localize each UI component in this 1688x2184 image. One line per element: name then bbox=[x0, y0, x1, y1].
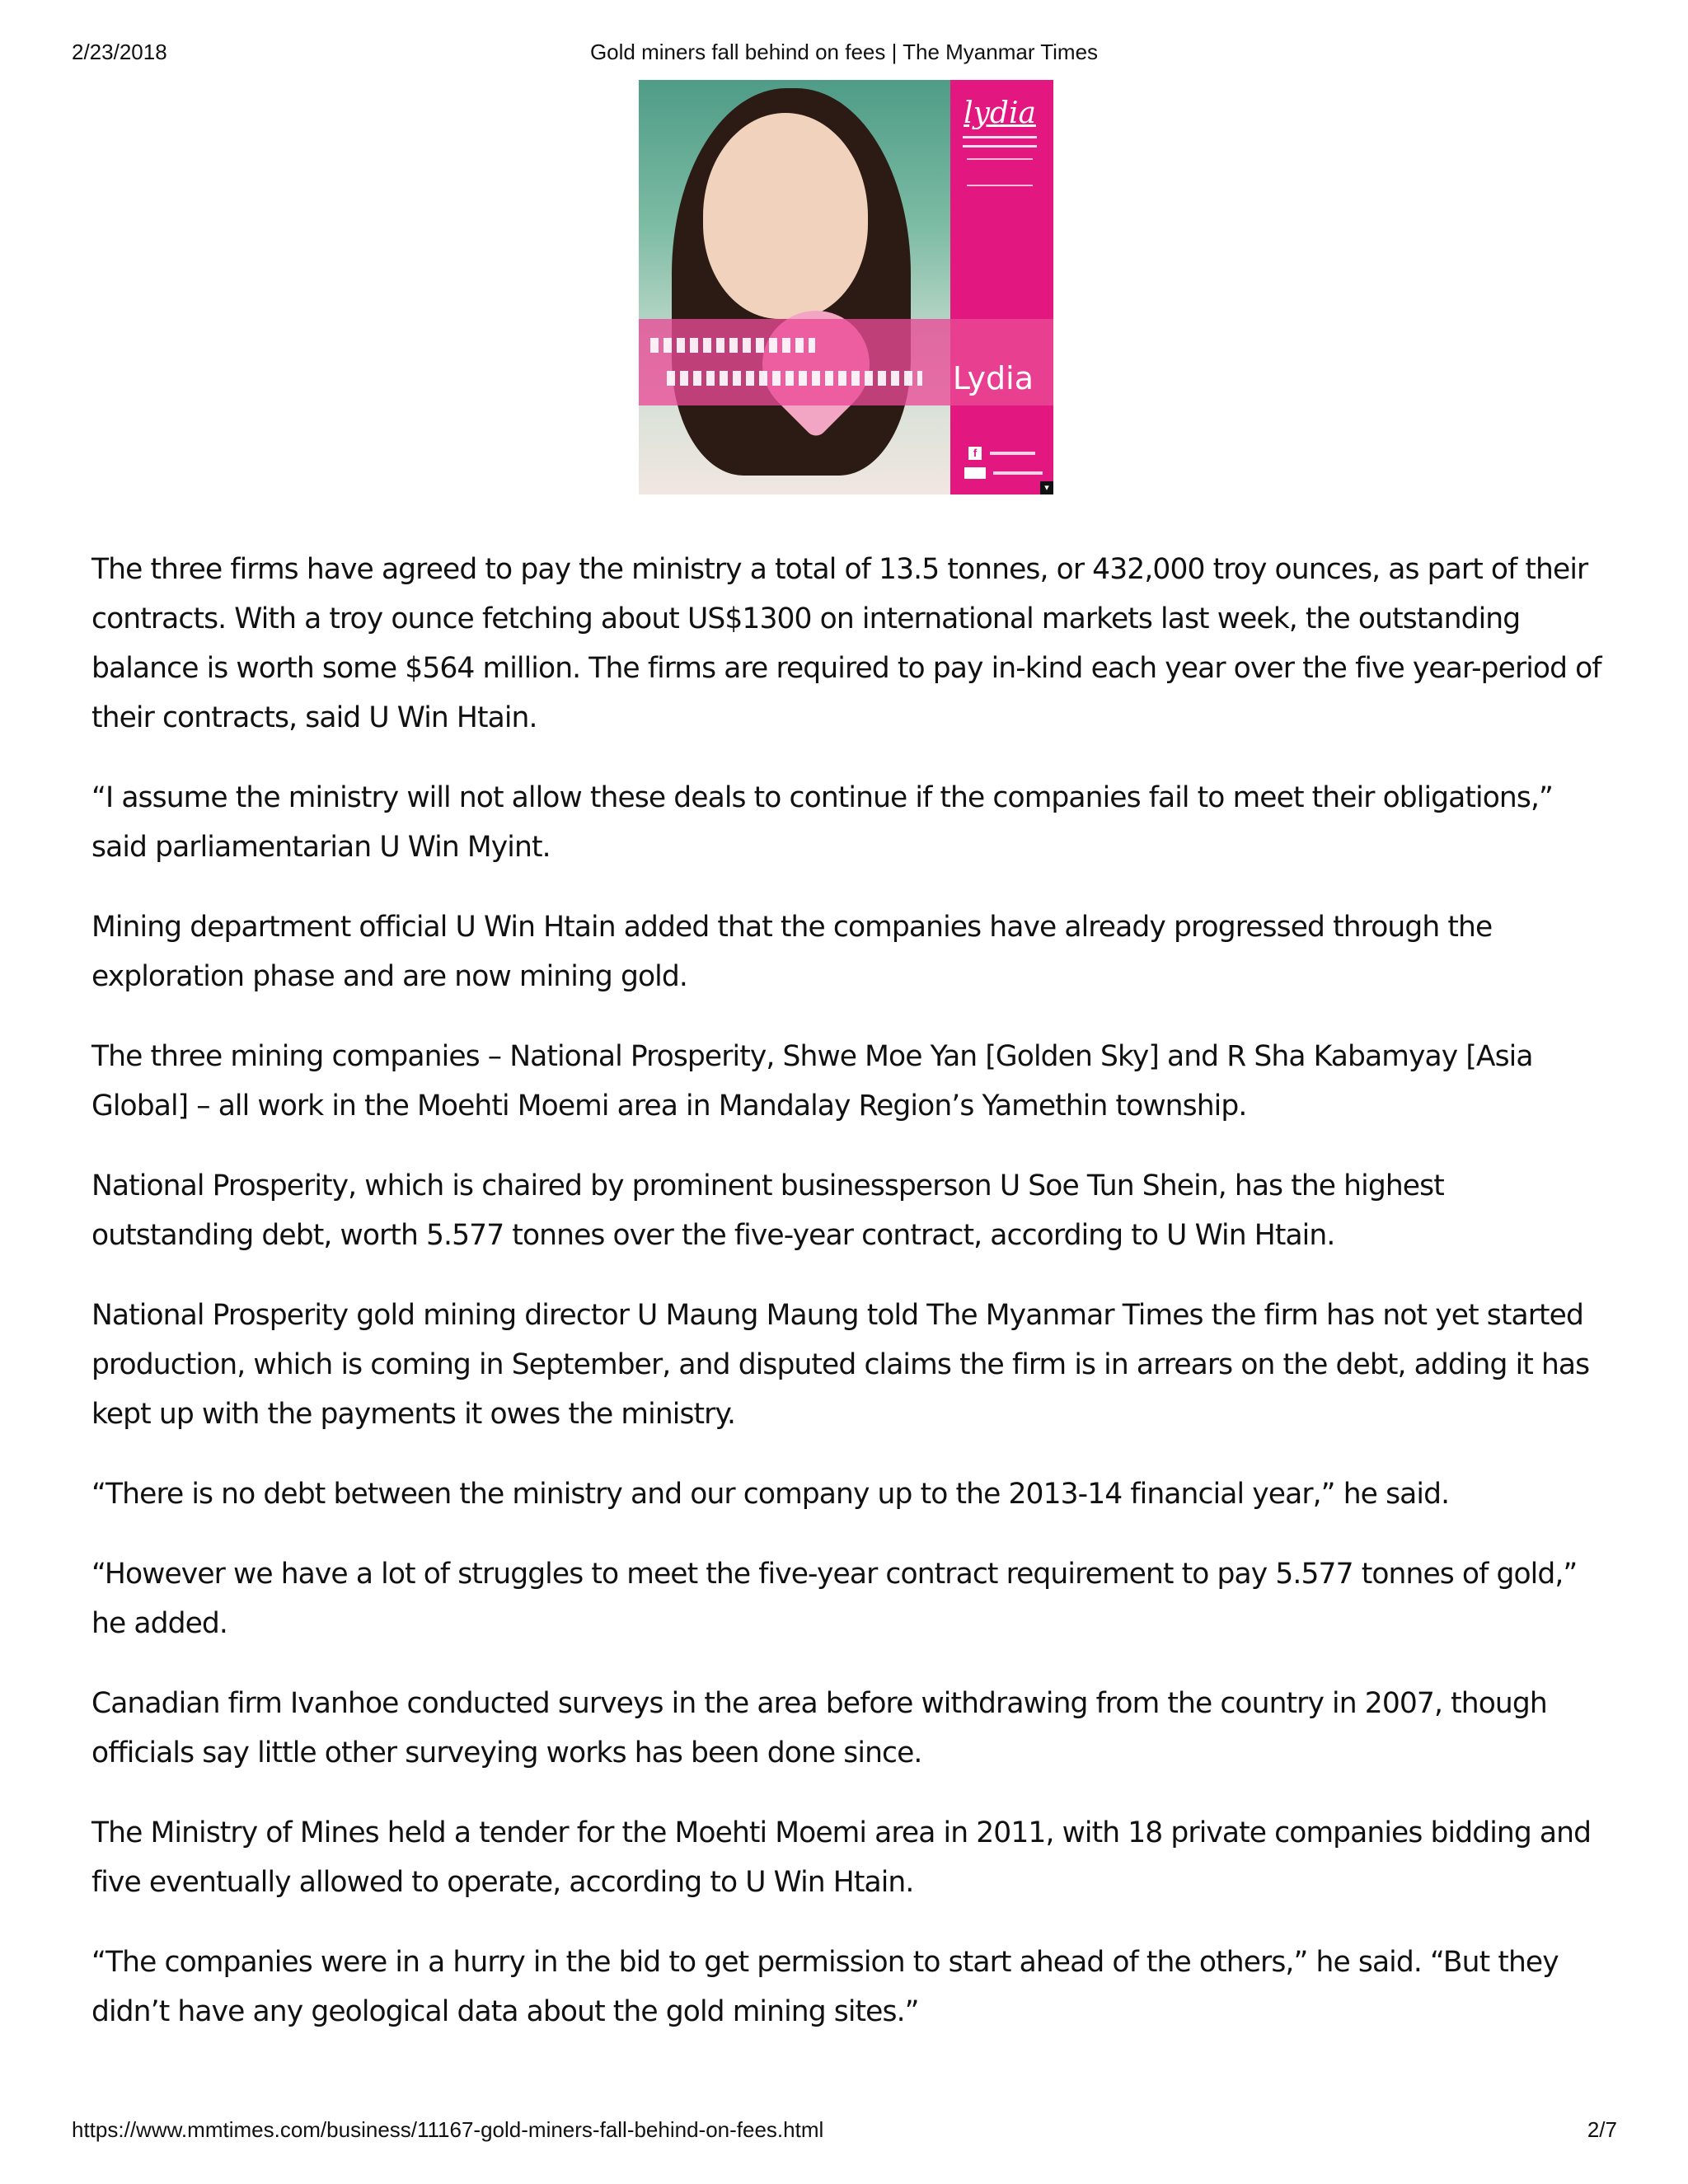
paragraph: The three mining companies – National Prosperity, Shwe Moe Yan [Golden Sky] and R Sha Kabamyay [Asia Global] – all work in the Moehti Moemi area in Mandalay Region’s Yamethin township. bbox=[91, 1040, 1533, 1122]
ad-brand-name: Lydia bbox=[952, 360, 1034, 396]
ad-logo-subtitle bbox=[963, 136, 1037, 148]
paragraph: “I assume the ministry will not allow these deals to continue if the companies fail to meet their obligations,” said parliamentarian U Win Myint. bbox=[91, 781, 1554, 864]
page-url[interactable]: https://www.mmtimes.com/business/11167-gold-miners-fall-behind-on-fees.html bbox=[72, 2117, 824, 2142]
ad-tagline bbox=[967, 158, 1033, 186]
ad-burmese-slogan bbox=[650, 331, 922, 393]
paragraph: “However we have a lot of struggles to meet the five-year contract requirement to pay 5.577 tonnes of gold,” he added. bbox=[91, 1558, 1578, 1640]
page-number: 2/7 bbox=[1587, 2117, 1617, 2142]
paragraph: “The companies were in a hurry in the bid to get permission to start ahead of the others,” he said. “But they didn’t have any geological data about the gold mining sites.” bbox=[91, 1946, 1559, 2028]
paragraph: The three firms have agreed to pay the ministry a total of 13.5 tonnes, or 432,000 troy ounces, as part of their contracts. With a troy ounce fetching about US$1300 on international markets last week, the outstanding balance is worth some $564 million. The firms are required to pay in-kind each year over the five year-period of their contracts, said U Win Htain. bbox=[91, 553, 1601, 734]
paragraph: The Ministry of Mines held a tender for the Moehti Moemi area in 2011, with 18 private companies bidding and five eventually allowed to operate, according to U Win Htain. bbox=[91, 1816, 1592, 1899]
ad-model-face bbox=[703, 113, 868, 319]
paragraph: “There is no debt between the ministry and our company up to the 2013-14 financial year,” he said. bbox=[91, 1478, 1450, 1511]
advertisement-banner[interactable] bbox=[639, 80, 1053, 494]
brand-logo: lydia bbox=[964, 96, 1036, 130]
paragraph: National Prosperity, which is chaired by prominent businessperson U Soe Tun Shein, has the highest outstanding debt, worth 5.577 tonnes over the five-year contract, according to U Win Htain. bbox=[91, 1169, 1444, 1252]
page-title: Gold miners fall behind on fees | The Myanmar Times bbox=[589, 40, 1099, 64]
paragraph: Mining department official U Win Htain added that the companies have already progressed through the exploration phase and are now mining gold. bbox=[91, 911, 1493, 993]
facebook-icon: f bbox=[968, 447, 982, 460]
print-date: 2/23/2018 bbox=[72, 40, 167, 64]
ad-photo bbox=[639, 80, 950, 494]
paragraph: National Prosperity gold mining director U Maung Maung told The Myanmar Times the firm has not yet started production, which is coming in September, and disputed claims the firm is in arrears on the debt, adding it has kept up with the payments it owes the ministry. bbox=[91, 1299, 1590, 1431]
article-body bbox=[91, 545, 1608, 2067]
ad-website bbox=[993, 471, 1043, 475]
web-icon bbox=[964, 467, 986, 479]
ad-choices-icon[interactable]: ▾ bbox=[1040, 481, 1053, 494]
ad-facebook-handle bbox=[990, 452, 1035, 455]
paragraph: Canadian firm Ivanhoe conducted surveys in the area before withdrawing from the country in 2007, though officials say little other surveying works has been done since. bbox=[91, 1687, 1547, 1769]
